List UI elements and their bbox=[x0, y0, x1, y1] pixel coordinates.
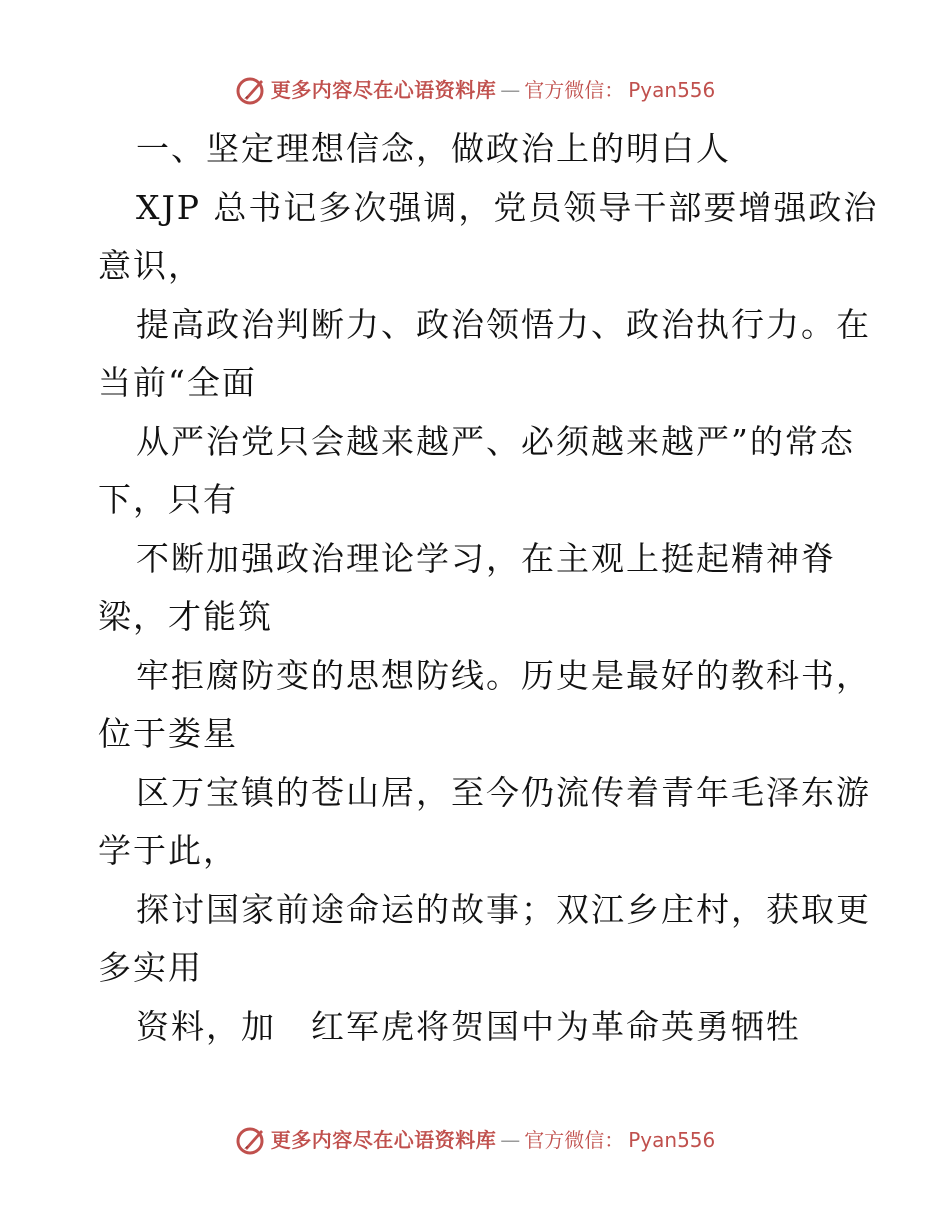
body-text-line: XJP 总书记多次强调，党员领导干部要增强政治 bbox=[136, 187, 879, 227]
body-text-line: 学于此， bbox=[98, 831, 238, 870]
watermark-dash: — bbox=[500, 1128, 521, 1152]
body-text-line: 从严治党只会越来越严、必须越来越严”的常态 bbox=[136, 421, 855, 461]
body-text-line: 牢拒腐防变的思想防线。历史是最好的教科书， bbox=[136, 655, 871, 695]
body-text-line: 意识， bbox=[98, 246, 203, 285]
body-text-line: 梁，才能筑 bbox=[98, 597, 273, 636]
body-text-line: 探讨国家前途命运的故事；双江乡庄村，获取更 bbox=[136, 889, 871, 929]
watermark-brand: 更多内容尽在心语资料库 bbox=[270, 1128, 497, 1152]
body-text-line: 下，只有 bbox=[98, 480, 238, 519]
watermark-wechat-id: Pyan556 bbox=[628, 78, 716, 102]
header-watermark bbox=[0, 74, 950, 106]
body-text-line: 不断加强政治理论学习，在主观上挺起精神脊 bbox=[136, 538, 836, 578]
watermark-dash: — bbox=[500, 78, 521, 102]
watermark-contact-label: 官方微信： bbox=[524, 78, 625, 102]
body-text-line: 位于娄星 bbox=[98, 714, 238, 753]
footer-watermark bbox=[0, 1124, 950, 1156]
quill-circle-logo-icon bbox=[235, 1124, 267, 1156]
body-text-line: 提高政治判断力、政治领悟力、政治执行力。在 bbox=[136, 304, 871, 344]
body-text-line: 一、坚定理想信念，做政治上的明白人 bbox=[136, 129, 731, 168]
quill-circle-logo-icon bbox=[235, 74, 267, 106]
body-text-line: 资料，加 红军虎将贺国中为革命英勇牺牲 bbox=[136, 1006, 801, 1046]
body-text-line: 区万宝镇的苍山居，至今仍流传着青年毛泽东游 bbox=[136, 772, 871, 812]
watermark-contact-label: 官方微信： bbox=[524, 1128, 625, 1152]
document-body bbox=[98, 120, 879, 1056]
body-text-line: 多实用 bbox=[98, 948, 203, 987]
watermark-brand: 更多内容尽在心语资料库 bbox=[270, 78, 497, 102]
body-text-line: 当前“全面 bbox=[98, 363, 257, 402]
watermark-wechat-id: Pyan556 bbox=[628, 1128, 716, 1152]
